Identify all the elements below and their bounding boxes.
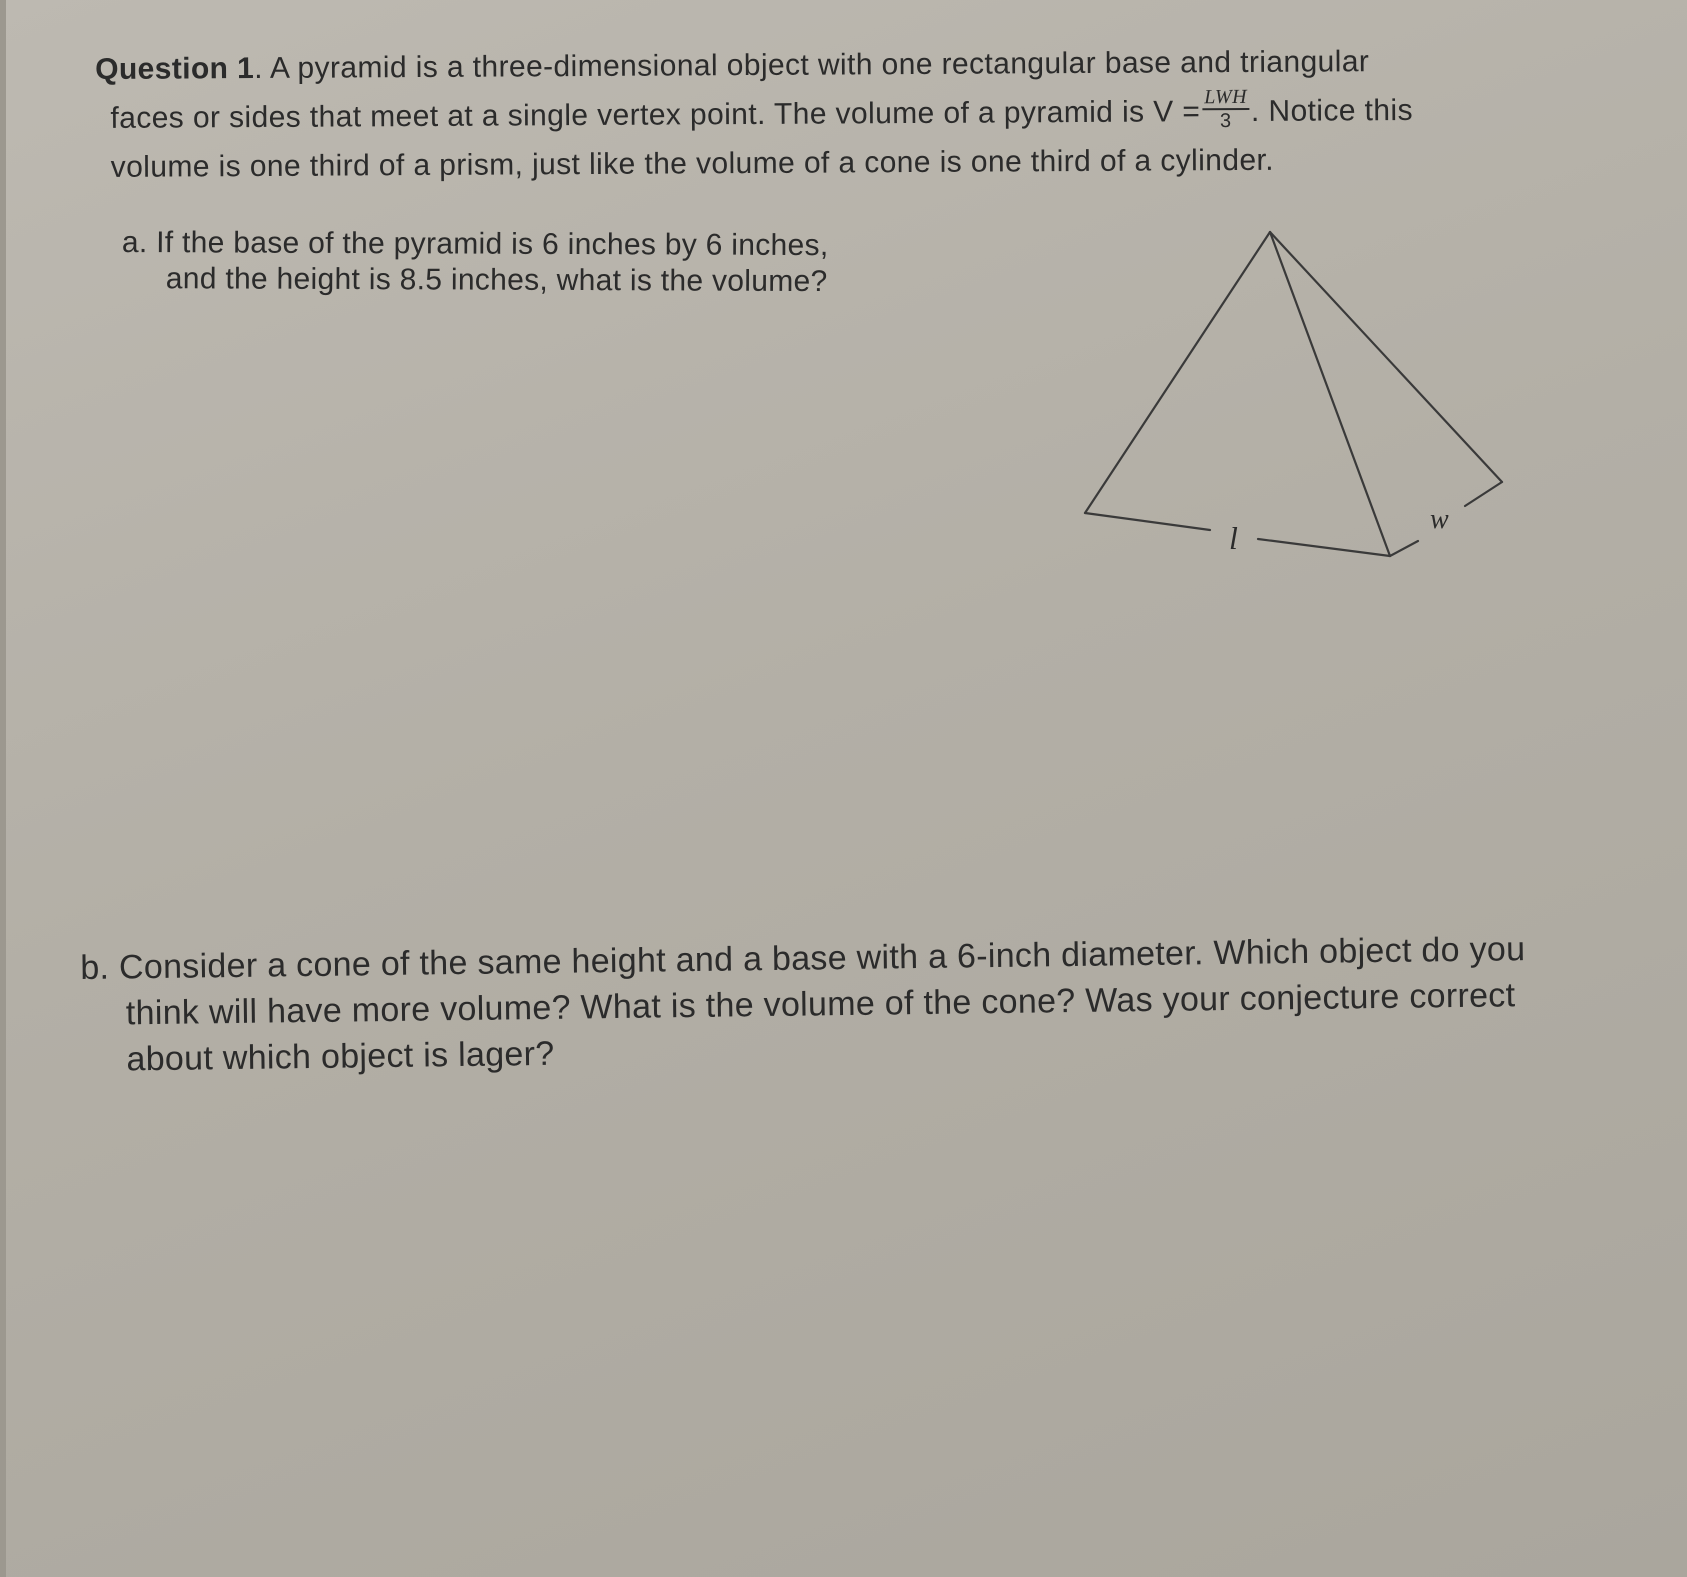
pyramid-base-front-right bbox=[1258, 539, 1390, 556]
intro-text-4: volume is one third of a prism, just like the volume of a cone is one third of a cylinder. bbox=[110, 143, 1275, 184]
pyramid-edge-left bbox=[1085, 232, 1270, 513]
part-b-line-1: b. Consider a cone of the same height and a base with a 6-inch diameter. Which object do you bbox=[80, 930, 1526, 987]
length-label: l bbox=[1229, 520, 1238, 556]
intro-text-2: faces or sides that meet at a single vertex point. The volume of a pyramid is V = bbox=[110, 95, 1201, 135]
pyramid-base-side-upper bbox=[1465, 482, 1502, 506]
pyramid-base-front-left bbox=[1085, 513, 1210, 530]
part-b-line-3: about which object is lager? bbox=[126, 1034, 555, 1079]
formula-denominator: 3 bbox=[1219, 110, 1232, 133]
part-a-line-1: a. If the base of the pyramid is 6 inches by 6 inches, bbox=[121, 225, 829, 263]
pyramid-edge-right bbox=[1270, 232, 1502, 482]
width-label: w bbox=[1430, 504, 1449, 535]
intro-text-3: . Notice this bbox=[1250, 93, 1414, 128]
part-a-line-2: and the height is 8.5 inches, what is the volume? bbox=[165, 262, 828, 299]
formula-numerator: LWH bbox=[1202, 86, 1249, 110]
pyramid-edge-middle bbox=[1270, 232, 1390, 556]
part-b bbox=[80, 925, 1642, 1083]
question-label: Question 1 bbox=[95, 52, 255, 86]
intro-text-1: . A pyramid is a three-dimensional object with one rectangular base and triangular bbox=[254, 45, 1370, 86]
pyramid-base-side-lower bbox=[1390, 541, 1418, 556]
part-b-line-2: think will have more volume? What is the volume of the cone? Was your conjecture correct bbox=[125, 976, 1516, 1033]
